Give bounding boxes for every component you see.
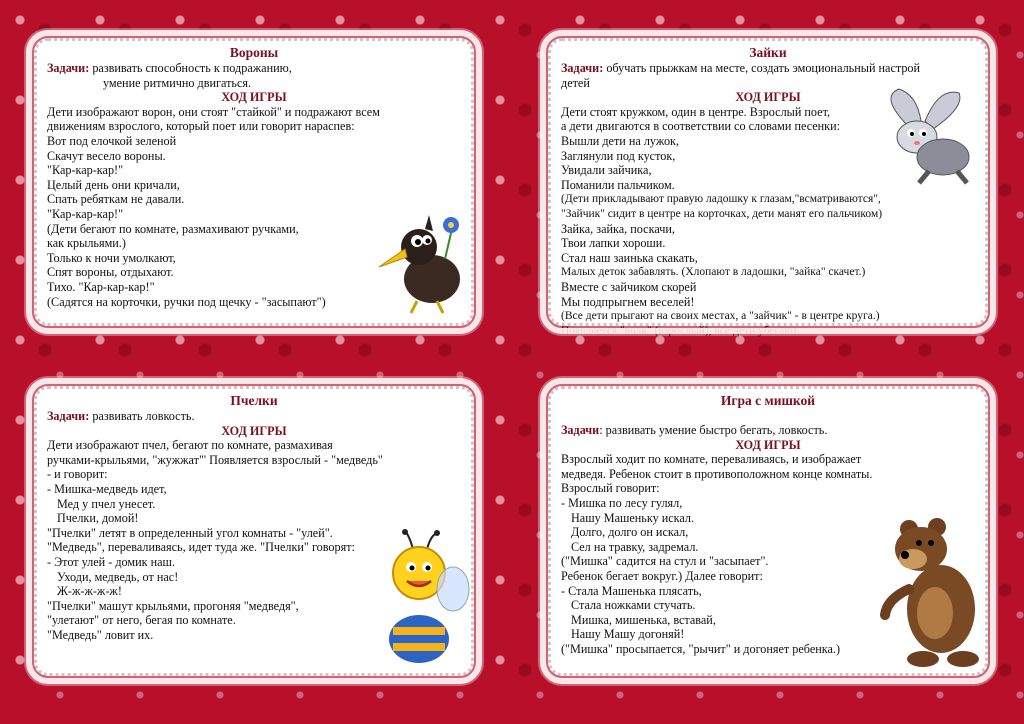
card-title: Пчелки [230,393,278,408]
task-text: развивать ловкость. [89,409,195,423]
text-line: - Мишка-медведь идет, [47,481,167,496]
text-line: Ж-ж-ж-ж-ж! [57,584,122,599]
text-line: "улетают" от него, бегая по комнате. [47,613,236,628]
task-line [561,423,975,438]
text-line: "Зайчик" сидит в центре на корточках, дети манят его пальчиком) [561,207,883,220]
text-line: ("Мишка" садится на стул и "засыпает". [561,554,769,569]
task-label: Задачи [561,423,600,437]
task-text: развивать способность к подражанию, [89,61,292,75]
card-crows [34,38,474,326]
text-line: Дети изображают ворон, они стоят "стайкой" и подражают всем [47,104,380,119]
text-line: Мы подпрыгнем веселей! [561,294,695,309]
card-title: Вороны [229,45,279,60]
text-line: Взрослый ходит по комнате, переваливаясь, и изображает [561,452,862,467]
text-line: как крыльями.) [47,236,126,251]
task-text: обучать прыжкам на месте, создать эмоциональный настрой [603,61,921,75]
text-line: Вот под елочкой зеленой [47,133,177,148]
text-line: Спят вороны, отдыхают. [47,265,174,280]
text-line: ("Мишка" просыпается, "рычит" и догоняет ребенка.) [561,641,841,656]
task-line [561,61,975,76]
text-line: - и говорит: [47,467,108,482]
text-line: Ребенок бегает вокруг.) Далее говорит: [561,568,763,583]
text-line: Нашу Машу догоняй! [571,627,685,642]
text-line: (Дети бегают по комнате, размахивают ручками, [47,221,299,236]
text-line: Малых деток забавлять. (Хлопают в ладошки, "зайка" скачет.) [561,266,866,279]
text-line: Заглянули под кусток, [561,148,676,163]
text-line: "Кар-кар-кар!" [47,206,124,221]
text-line: Дети изображают пчел, бегают по комнате, размахивая [47,438,333,453]
task-line [47,61,461,76]
task-line [47,409,461,424]
text-line: Долго, долго он искал, [571,525,689,540]
text-line: Дети стоят кружком, один в центре. Взрослый поет, [561,104,831,119]
task-text: : развивать умение быстро бегать, ловкость. [599,423,828,437]
task-text-2: детей [561,75,590,90]
text-line: Пчелки, домой! [57,511,139,526]
text-line: (Дети прикладывают правую ладошку к глазам,"всматриваются", [561,193,881,206]
text-line: ручками-крыльями, "жужжат"' Появляется взрослый - "медведь" [47,452,383,467]
text-line: Только к ночи умолкают, [47,250,176,265]
text-line: Сел на травку, задремал. [571,539,699,554]
task-label: Задачи: [47,61,90,75]
text-line: Вместе с зайчиком скорей [561,279,697,294]
crow-icon [377,209,475,319]
section-heading: ХОД ИГРЫ [735,90,801,105]
bear-icon [879,515,987,671]
text-line: "Пчелки" машут крыльями, прогоняя "медведя", [47,598,299,613]
text-line: Мед у пчел унесет. [57,496,156,511]
text-line: Нашу Машеньку искал. [571,510,695,525]
text-line: движениям взрослого, который поет или говорит нараспев: [47,119,355,134]
text-line: Появляется "волк" (взрослый), все дети убегают. [561,324,800,337]
text-line: Мишка, мишенька, вставай, [571,612,716,627]
text-line: медведя. Ребенок стоит в противоположном конце комнаты. [561,466,873,481]
text-line: Целый день они кричали, [47,177,180,192]
text-line: "Пчелки" летят в определенный угол комнаты - "улей". [47,525,333,540]
text-line: Стала ножками стучать. [571,598,696,613]
text-line: а дети двигаются в соответствии со словами песенки: [561,119,841,134]
text-line: Взрослый говорит: [561,481,660,496]
bunny-icon [869,87,977,187]
text-line: Увидали зайчика, [561,163,652,178]
text-line: - Этот улей - домик наш. [47,554,175,569]
text-line: Скачут весело вороны. [47,148,166,163]
task-label: Задачи: [561,61,604,75]
text-line: Твои лапки хороши. [561,236,666,251]
card-bunnies [548,38,988,337]
task-text-2: умение ритмично двигаться. [103,75,252,90]
card-bees [34,386,474,676]
card-title: Зайки [749,45,787,60]
card-bear [548,386,988,676]
task-label: Задачи: [47,409,90,423]
text-line: "Медведь", переваливаясь, идет туда же. "Пчелки" говорят: [47,540,355,555]
text-line: Тихо. "Кар-кар-кар!" [47,279,155,294]
text-line: Уходи, медведь, от нас! [57,569,179,584]
text-line: Спать ребяткам не давали. [47,192,185,207]
text-line: "Кар-кар-кар!" [47,163,124,178]
section-heading: ХОД ИГРЫ [221,423,287,438]
text-line: - Стала Машенька плясать, [561,583,702,598]
text-line: Поманили пальчиком. [561,177,675,192]
text-line: "Медведь" ловит их. [47,627,154,642]
text-line: Стал наш заинька скакать, [561,250,698,265]
text-line: (Все дети прыгают на своих местах, а "зайчик" - в центре круга.) [561,310,880,323]
card-title: Игра с мишкой [720,393,816,408]
section-heading: ХОД ИГРЫ [221,90,287,105]
section-heading: ХОД ИГРЫ [735,437,801,452]
text-line: (Садятся на корточки, ручки под щечку - "засыпают") [47,294,326,309]
text-line: Вышли дети на лужок, [561,133,680,148]
text-line: - Мишка по лесу гулял, [561,495,683,510]
bee-icon [375,529,473,669]
text-line: Зайка, зайка, поскачи, [561,221,675,236]
